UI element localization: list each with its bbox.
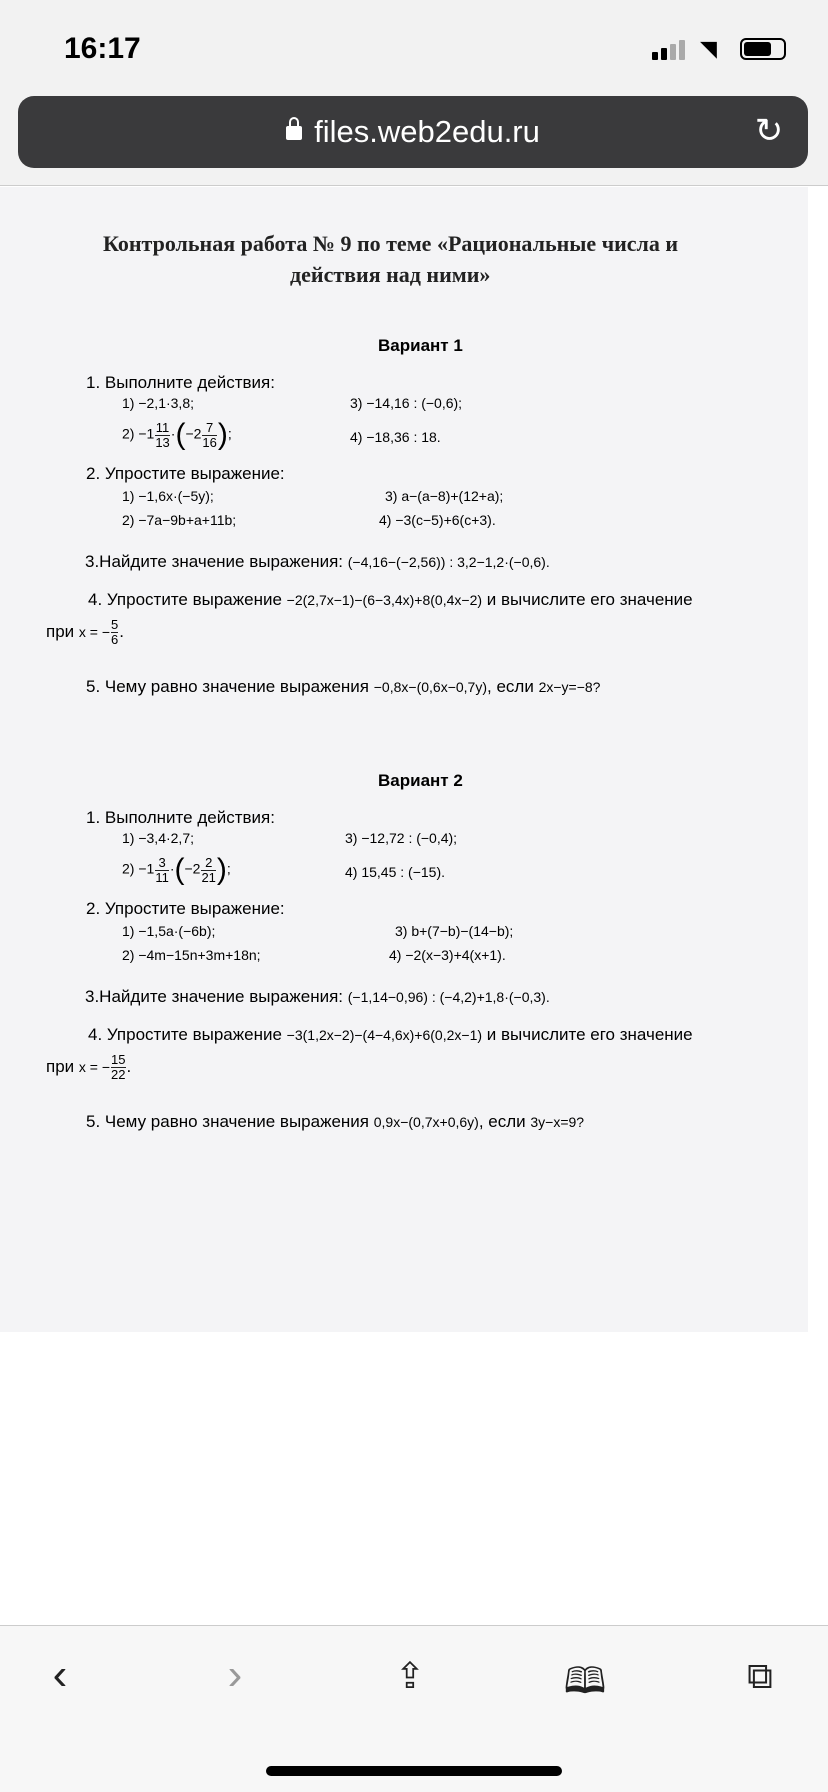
reload-icon[interactable]: ↻ [754, 112, 784, 150]
url-text: files.web2edu.ru [314, 114, 540, 149]
task1-label: 1. Выполните действия: [86, 373, 275, 392]
t: −2 [184, 860, 201, 877]
fraction2-den: 21 [201, 869, 216, 885]
fraction2-num: 7 [202, 421, 216, 436]
task1-item4: 4) −18,36 : 18. [350, 429, 441, 445]
task1-item3: 3) −14,16 : (−0,6); [350, 395, 463, 411]
t: . [119, 621, 124, 641]
fraction-x-num: 15 [111, 1052, 126, 1067]
home-indicator [266, 1766, 562, 1776]
fraction2-den: 16 [202, 434, 217, 450]
variant-heading: Вариант 2 [378, 771, 463, 790]
t: при [46, 1056, 75, 1076]
back-icon[interactable]: ‹ [52, 1650, 68, 1699]
t: , если [478, 1112, 526, 1131]
fraction2-num: 2 [201, 856, 215, 871]
fraction-x-num: 5 [111, 617, 119, 632]
task2-item2: 2) −4m−15n+3m+18n; [122, 947, 261, 963]
task5 [86, 677, 600, 697]
task1-item1: 1) −2,1·3,8; [122, 395, 194, 411]
fraction2 [201, 856, 215, 885]
task5-label: 5. Чему равно значение выражения [86, 677, 370, 696]
task3-expr: (−1,14−0,96) : (−4,2)+1,8·(−0,3). [347, 989, 550, 1005]
fraction2 [202, 421, 216, 450]
task1-item1: 1) −3,4·2,7; [122, 830, 194, 846]
t: ; [227, 425, 232, 442]
t: . [126, 1056, 132, 1076]
t: при [46, 621, 75, 641]
task5-label: 5. Чему равно значение выражения [86, 1112, 370, 1131]
task4-expr: −3(1,2x−2)−(4−4,6x)+6(0,2x−1) [286, 1027, 483, 1043]
task5 [86, 1112, 584, 1132]
fraction1 [155, 421, 169, 450]
fraction1 [155, 856, 169, 885]
task2-item1: 1) −1,5a·(−6b); [122, 923, 216, 939]
doc-title-line1: Контрольная работа № 9 по теме «Рациональные числа и [103, 231, 679, 256]
task3 [85, 552, 550, 572]
task2-item2: 2) −7a−9b+a+11b; [122, 512, 237, 528]
task5-cond: 2x−y=−8? [538, 679, 601, 695]
t: x = − [78, 623, 111, 640]
task2-item3: 3) a−(a−8)+(12+a); [385, 488, 504, 504]
task1-item2: 2) −1 $\frac{11}{13}$ ·(−2 $\frac{7}{16}$ ); [122, 418, 232, 451]
task1-label: 1. Выполните действия: [86, 808, 275, 827]
fraction-x-den: 22 [111, 1067, 126, 1082]
clock: 16:17 [64, 32, 141, 65]
fraction-x [111, 618, 118, 647]
fraction1-den: 13 [155, 434, 170, 450]
task3 [85, 987, 550, 1007]
t: ; [226, 860, 231, 877]
t: , если [487, 677, 534, 696]
task4-tail: и вычислите его значение [486, 590, 693, 609]
t: 2) −1 [122, 425, 155, 442]
address-bar[interactable] [18, 96, 808, 168]
doc-title-line2: действия над ними» [290, 262, 491, 287]
task4-condition [46, 1053, 131, 1082]
task4 [88, 1025, 693, 1045]
share-icon[interactable]: ⇪ [394, 1655, 426, 1696]
task4-tail: и вычислите его значение [486, 1025, 693, 1044]
fraction1-den: 11 [155, 869, 169, 885]
task2-item4: 4) −2(x−3)+4(x+1). [389, 947, 506, 963]
t: 2) −1 [122, 860, 155, 877]
task2-label: 2. Упростите выражение: [86, 899, 285, 918]
fraction1-num: 3 [155, 856, 169, 871]
t: · [169, 860, 175, 877]
task4-expr: −2(2,7x−1)−(6−3,4x)+8(0,4x−2) [286, 592, 483, 608]
t: x = − [78, 1058, 111, 1075]
wifi-icon: ◥ [700, 36, 717, 61]
task5-cond: 3y−x=9? [530, 1114, 585, 1130]
task1-item4: 4) 15,45 : (−15). [345, 864, 446, 880]
task3-label: 3.Найдите значение выражения: [85, 552, 344, 571]
task3-expr: (−4,16−(−2,56)) : 3,2−1,2·(−0,6). [347, 554, 550, 570]
task2-label: 2. Упростите выражение: [86, 464, 285, 483]
task4 [88, 590, 693, 610]
status-bar [0, 0, 828, 90]
task4-label: 4. Упростите выражение [88, 1025, 282, 1044]
task5-expr: 0,9x−(0,7x+0,6y) [373, 1114, 479, 1130]
t: · [170, 425, 176, 442]
signal-icon [652, 40, 685, 60]
task4-label: 4. Упростите выражение [88, 590, 282, 609]
document-image [0, 187, 828, 1332]
tabs-icon[interactable]: ⧉ [747, 1655, 773, 1696]
bookmarks-icon[interactable]: 🕮 [563, 1660, 607, 1701]
task4-condition [46, 618, 124, 647]
fraction-x-den: 6 [111, 632, 119, 647]
fraction-x [111, 1053, 125, 1082]
forward-icon[interactable]: › [227, 1650, 243, 1699]
task1-item3: 3) −12,72 : (−0,4); [345, 830, 458, 846]
task2-item4: 4) −3(c−5)+6(c+3). [379, 512, 496, 528]
task1-item2: 2) −1 $\frac{3}{11}$ ·(−2 $\frac{2}{21}$ ); [122, 853, 231, 886]
fraction1-num: 11 [155, 419, 170, 435]
task3-label: 3.Найдите значение выражения: [85, 987, 344, 1006]
task2-item1: 1) −1,6x·(−5y); [122, 488, 214, 504]
battery-icon [740, 38, 786, 60]
variant-heading: Вариант 1 [378, 336, 463, 355]
task5-expr: −0,8x−(0,6x−0,7y) [373, 679, 487, 695]
t: −2 [185, 425, 202, 442]
lock-icon [286, 126, 302, 140]
task2-item3: 3) b+(7−b)−(14−b); [395, 923, 514, 939]
